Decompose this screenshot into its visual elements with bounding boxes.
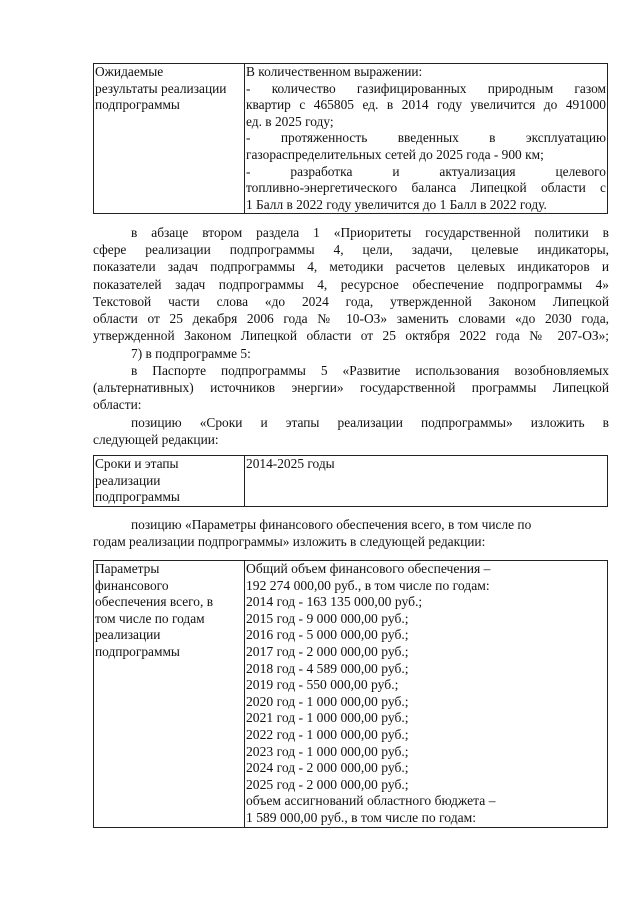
paragraph-line: области: xyxy=(93,397,142,413)
paragraph-line: сфере реализации подпрограммы 4, цели, задачи, целевые индикаторы, xyxy=(93,242,609,258)
paragraph-line: Текстовой части слова «до 2024 года, утвержденной Законом Липецкой xyxy=(93,293,609,309)
content-line: ед. в 2025 году; xyxy=(246,113,334,129)
content-line: Общий объем финансового обеспечения – xyxy=(246,561,491,576)
paragraph-line: в абзаце втором раздела 1 «Приоритеты государственной политики в xyxy=(131,225,609,240)
label-line: реализации xyxy=(95,472,161,488)
content-line: 2017 год - 2 000 000,00 руб.; xyxy=(246,643,409,659)
content-line: топливно-энергетического баланса Липецкой области с xyxy=(246,180,606,196)
content-line: - протяженность введенных в эксплуатацию xyxy=(246,130,606,146)
content-line: В количественном выражении: xyxy=(246,64,423,79)
paragraph-line: позицию «Параметры финансового обеспечения всего, в том числе по xyxy=(131,517,532,532)
item-7-heading xyxy=(93,345,609,362)
content-line: квартир с 465805 ед. в 2014 году увеличится до 491000 xyxy=(246,97,606,113)
paragraph-line: показатели задач подпрограммы 4, методики расчетов целевых индикаторов и xyxy=(93,259,609,275)
financing-parameters-table xyxy=(93,560,608,828)
content-line: 2015 год - 9 000 000,00 руб.; xyxy=(246,610,409,626)
terms-stages-table xyxy=(93,455,608,507)
table-row xyxy=(94,456,608,507)
row-label-cell xyxy=(94,456,245,507)
item-7-text: 7) в подпрограмме 5: xyxy=(131,346,251,361)
label-line: обеспечения всего, в xyxy=(95,594,214,610)
content-line: - количество газифицированных природным газом xyxy=(246,80,606,96)
row-label-cell xyxy=(94,64,245,214)
paragraph-line: в Паспорте подпрограммы 5 «Развитие использования возобновляемых xyxy=(131,363,609,378)
paragraph-line: позицию «Сроки и этапы реализации подпрограммы» изложить в xyxy=(131,415,609,430)
expected-results-table xyxy=(93,63,608,214)
content-line: 2022 год - 1 000 000,00 руб.; xyxy=(246,726,409,742)
table-row xyxy=(94,561,608,828)
content-line: 2020 год - 1 000 000,00 руб.; xyxy=(246,693,409,709)
content-line: газораспределительных сетей до 2025 года - 900 км; xyxy=(246,146,544,162)
paragraph-line: (альтернативных) источников энергии» государственной программы Липецкой xyxy=(93,380,609,396)
label-line: результаты реализации xyxy=(95,80,227,96)
content-line: 2024 год - 2 000 000,00 руб.; xyxy=(246,760,409,776)
content-line: 2025 год - 2 000 000,00 руб.; xyxy=(246,776,409,792)
content-line: 2014 год - 163 135 000,00 руб.; xyxy=(246,594,423,610)
content-line: 1 Балл в 2022 году увеличится до 1 Балл в 2022 году. xyxy=(246,196,547,212)
content-line: - разработка и актуализация целевого xyxy=(246,163,606,179)
label-line: Параметры xyxy=(95,561,160,576)
content-line: 2014-2025 годы xyxy=(246,456,335,471)
paragraph-line: области от 25 декабря 2006 года № 10-ОЗ» заменить словами «до 2030 года, xyxy=(93,311,609,327)
paragraph-position-terms xyxy=(93,414,609,448)
label-line: том числе по годам xyxy=(95,610,205,626)
content-line: 1 589 000,00 руб., в том числе по годам: xyxy=(246,809,477,825)
content-line: 2018 год - 4 589 000,00 руб.; xyxy=(246,660,409,676)
paragraph-line: следующей редакции: xyxy=(93,432,219,448)
label-line: подпрограммы xyxy=(95,643,180,659)
content-line: 2016 год - 5 000 000,00 руб.; xyxy=(246,627,409,643)
label-line: подпрограммы xyxy=(95,97,180,113)
content-line: 2019 год - 550 000,00 руб.; xyxy=(246,677,399,693)
paragraph-passport-subprogram-5 xyxy=(93,362,609,414)
label-line: реализации xyxy=(95,627,161,643)
row-content-cell xyxy=(245,456,608,507)
content-line: объем ассигнований областного бюджета – xyxy=(246,793,496,809)
paragraph-line: показателей задач подпрограммы 4, ресурсное обеспечение подпрограммы 4» xyxy=(93,276,609,292)
row-content-cell xyxy=(245,64,608,214)
paragraph-line: годам реализации подпрограммы» изложить в следующей редакции: xyxy=(93,534,486,550)
paragraph-amendment-section-1 xyxy=(93,224,609,344)
table-row xyxy=(94,64,608,214)
content-line: 2021 год - 1 000 000,00 руб.; xyxy=(246,710,409,726)
label-line: Ожидаемые xyxy=(95,64,164,79)
row-content-cell xyxy=(245,561,608,828)
paragraph-position-financing xyxy=(93,516,609,550)
label-line: Сроки и этапы xyxy=(95,456,179,471)
paragraph-line: утвержденной Законом Липецкой области от 25 октября 2022 года № 207-ОЗ»; xyxy=(93,328,609,344)
content-line: 2023 год - 1 000 000,00 руб.; xyxy=(246,743,409,759)
row-label-cell xyxy=(94,561,245,828)
label-line: подпрограммы xyxy=(95,489,180,505)
content-line: 192 274 000,00 руб., в том числе по годам: xyxy=(246,577,490,593)
label-line: финансового xyxy=(95,577,169,593)
